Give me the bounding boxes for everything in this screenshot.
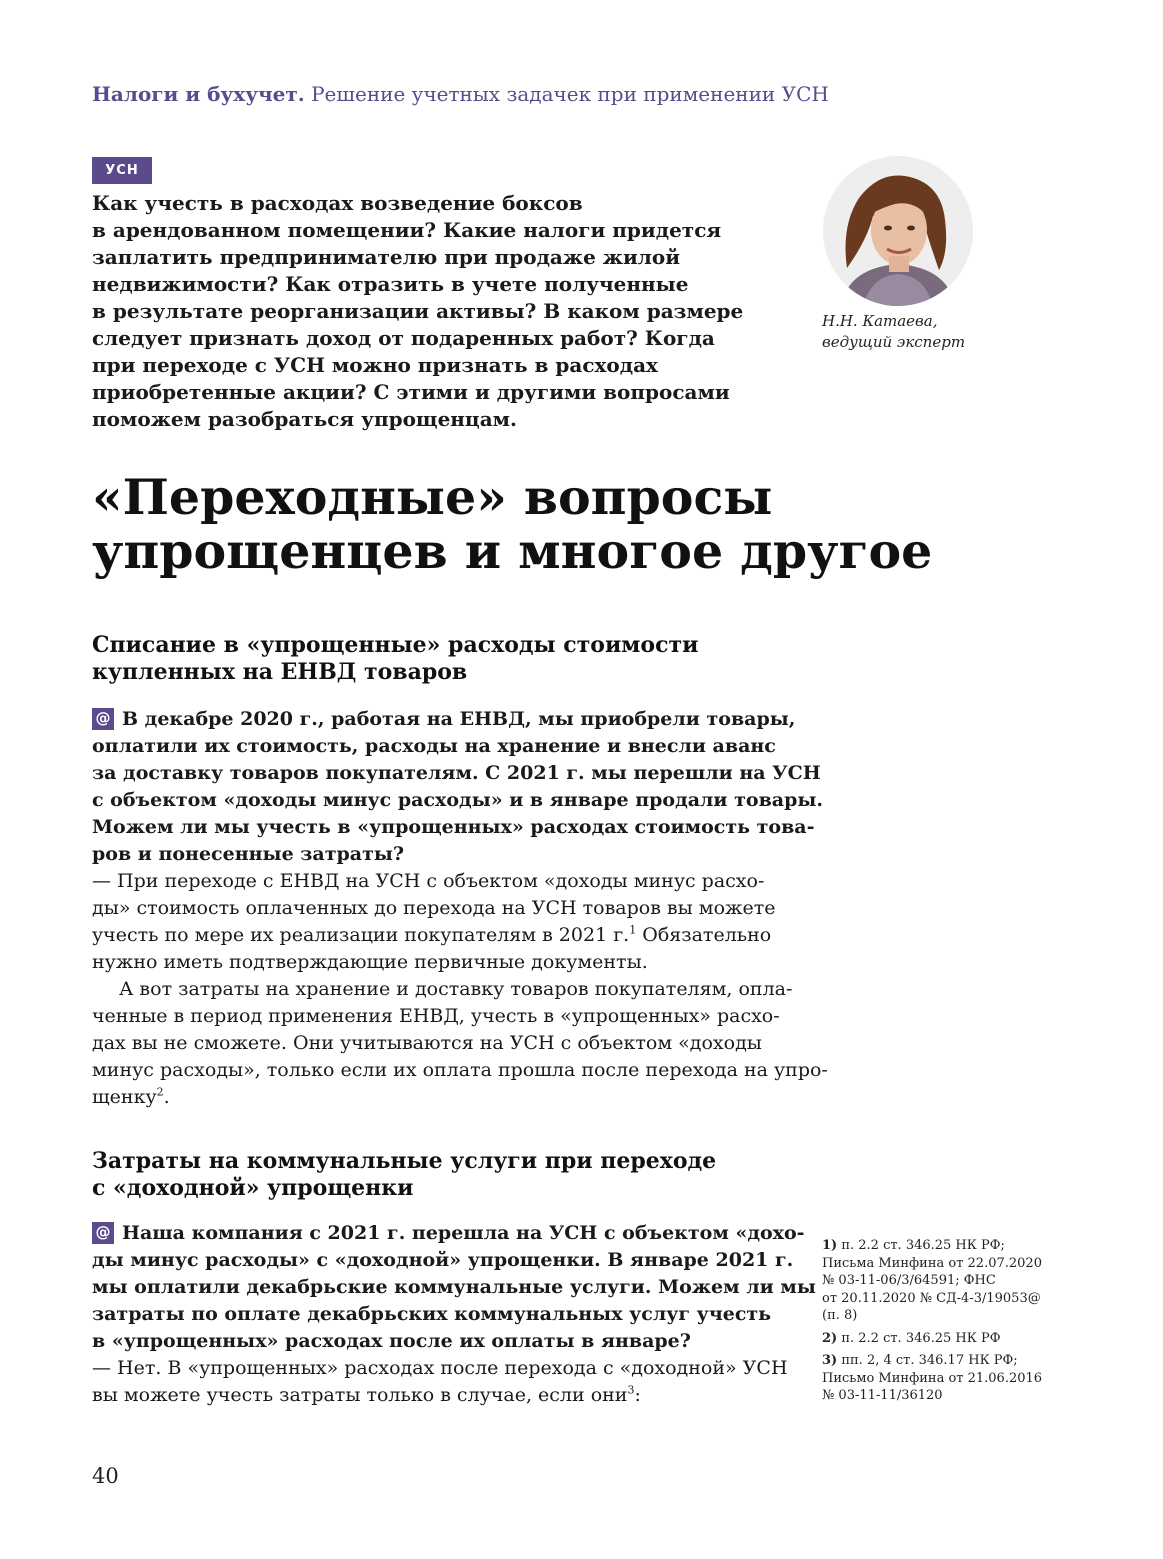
question-line: оплатили их стоимость, расходы на хранение и внесли аванс: [92, 735, 776, 757]
footnote-line: № 03-11-06/3/64591; ФНС: [822, 1273, 996, 1288]
footnote-line: [822, 1237, 1067, 1255]
article-title: [92, 470, 932, 578]
footnote-line: [822, 1352, 1067, 1370]
section1-answer: [92, 868, 776, 976]
footnote-3: [822, 1352, 1067, 1405]
title-line: «Переходные» вопросы: [92, 468, 773, 526]
footnote-number: 3): [822, 1353, 838, 1368]
running-header: [92, 82, 829, 106]
question-line: ды минус расходы» с «доходной» упрощенки. В январе 2021 г.: [92, 1249, 794, 1271]
question-line: в «упрощенных» расходах после их оплаты в январе?: [92, 1330, 691, 1352]
answer-text: учесть по мере их реализации покупателям в 2021 г.: [92, 924, 630, 946]
footnote-2: [822, 1330, 1067, 1348]
question-at-icon: @: [92, 708, 114, 730]
footnote-line: от 20.11.2020 № СД-4-3/19053@: [822, 1290, 1041, 1306]
section1-answer-continued: [92, 976, 828, 1111]
author-portrait: [823, 156, 973, 306]
footnote-ref: 1: [629, 923, 637, 937]
question-line: Можем ли мы учесть в «упрощенных» расходах стоимость това-: [92, 816, 815, 838]
section2-answer: [92, 1355, 788, 1409]
question-text: В декабре 2020 г., работая на ЕНВД, мы приобрели товары,: [122, 708, 796, 730]
question-line: мы оплатили декабрьские коммунальные услуги. Можем ли мы: [92, 1276, 816, 1298]
question-line: затраты по оплате декабрьских коммунальных услуг учесть: [92, 1303, 772, 1325]
lead-line: недвижимости? Как отразить в учете полученные: [92, 272, 689, 296]
answer-line: — Нет. В «упрощенных» расходах после перехода с «доходной» УСН: [92, 1357, 788, 1379]
question-at-icon: @: [92, 1222, 114, 1244]
footnote-line: [822, 1330, 1067, 1348]
answer-text: :: [634, 1384, 641, 1406]
answer-line: ченные в период применения ЕНВД, учесть в «упрощенных» расхо-: [92, 1005, 780, 1027]
question-line: [92, 1220, 816, 1247]
question-line: [92, 706, 823, 733]
question-line: с объектом «доходы минус расходы» и в январе продали товары.: [92, 789, 824, 811]
lead-line: заплатить предпринимателю при продаже жилой: [92, 245, 681, 269]
answer-line: [92, 922, 776, 949]
section2-heading-line: с «доходной» упрощенки: [92, 1175, 414, 1201]
portrait-illustration: [823, 156, 973, 306]
answer-line: А вот затраты на хранение и доставку товаров покупателям, опла-: [119, 978, 793, 1000]
lead-paragraph: [92, 190, 772, 433]
section1-heading: [92, 632, 698, 686]
section1-heading-line: Списание в «упрощенные» расходы стоимости: [92, 632, 699, 658]
footnote-text: п. 2.2 ст. 346.25 НК РФ;: [841, 1238, 1005, 1253]
answer-line: [92, 1084, 828, 1111]
footnote-number: 1): [822, 1238, 838, 1253]
lead-line: поможем разобраться упрощенцам.: [92, 407, 517, 431]
lead-line: в арендованном помещении? Какие налоги придется: [92, 218, 722, 242]
lead-line: Как учесть в расходах возведение боксов: [92, 191, 583, 215]
section2-heading: [92, 1148, 716, 1202]
answer-line: нужно иметь подтверждающие первичные документы.: [92, 951, 648, 973]
footnote-line: Письма Минфина от 22.07.2020: [822, 1255, 1042, 1271]
section1-question: [92, 706, 823, 868]
footnote-ref: 3: [627, 1383, 635, 1397]
footnote-text: пп. 2, 4 ст. 346.17 НК РФ;: [841, 1353, 1018, 1368]
section1-heading-line: купленных на ЕНВД товаров: [92, 659, 468, 685]
footnote-text: п. 2.2 ст. 346.25 НК РФ: [841, 1330, 1001, 1346]
footnote-1: [822, 1237, 1067, 1325]
author-caption: [822, 311, 965, 353]
answer-line: — При переходе с ЕНВД на УСН с объектом «доходы минус расхо-: [92, 870, 765, 892]
question-line: ров и понесенные затраты?: [92, 843, 405, 865]
footnote-ref: 2: [156, 1085, 164, 1099]
author-name: Н.Н. Катаева,: [822, 312, 938, 330]
answer-text: вы можете учесть затраты только в случае, если они: [92, 1384, 628, 1406]
section2-question: [92, 1220, 816, 1355]
title-line: упрощенцев и многое другое: [92, 522, 933, 580]
answer-line: минус расходы», только если их оплата прошла после перехода на упро-: [92, 1059, 828, 1081]
question-line: за доставку товаров покупателям. С 2021 г. мы перешли на УСН: [92, 762, 821, 784]
lead-line: приобретенные акции? С этими и другими вопросами: [92, 380, 730, 404]
page-number: 40: [92, 1464, 119, 1488]
footnote-line: (п. 8): [822, 1308, 858, 1323]
answer-text: Обязательно: [636, 924, 772, 946]
answer-text: щенку: [92, 1086, 157, 1108]
category-tag: УСН: [92, 157, 152, 184]
answer-text: .: [163, 1086, 170, 1108]
author-role: ведущий эксперт: [822, 333, 966, 351]
footnote-line: № 03-11-11/36120: [822, 1388, 943, 1403]
question-text: Наша компания с 2021 г. перешла на УСН с объектом «дохо-: [122, 1222, 805, 1244]
section2-heading-line: Затраты на коммунальные услуги при переходе: [92, 1148, 717, 1174]
header-subtitle: Решение учетных задачек при применении УСН: [311, 82, 829, 106]
lead-line: следует признать доход от подаренных работ? Когда: [92, 326, 715, 350]
lead-line: при переходе с УСН можно признать в расходах: [92, 353, 658, 377]
footnote-line: Письмо Минфина от 21.06.2016: [822, 1370, 1043, 1386]
answer-line: ды» стоимость оплаченных до перехода на УСН товаров вы можете: [92, 897, 776, 919]
footnote-number: 2): [822, 1330, 838, 1346]
answer-line: [92, 1382, 788, 1409]
lead-line: в результате реорганизации активы? В каком размере: [92, 299, 744, 323]
header-section: Налоги и бухучет.: [92, 82, 305, 106]
footnotes: [822, 1237, 1067, 1410]
answer-line: дах вы не сможете. Они учитываются на УСН с объектом «доходы: [92, 1032, 762, 1054]
